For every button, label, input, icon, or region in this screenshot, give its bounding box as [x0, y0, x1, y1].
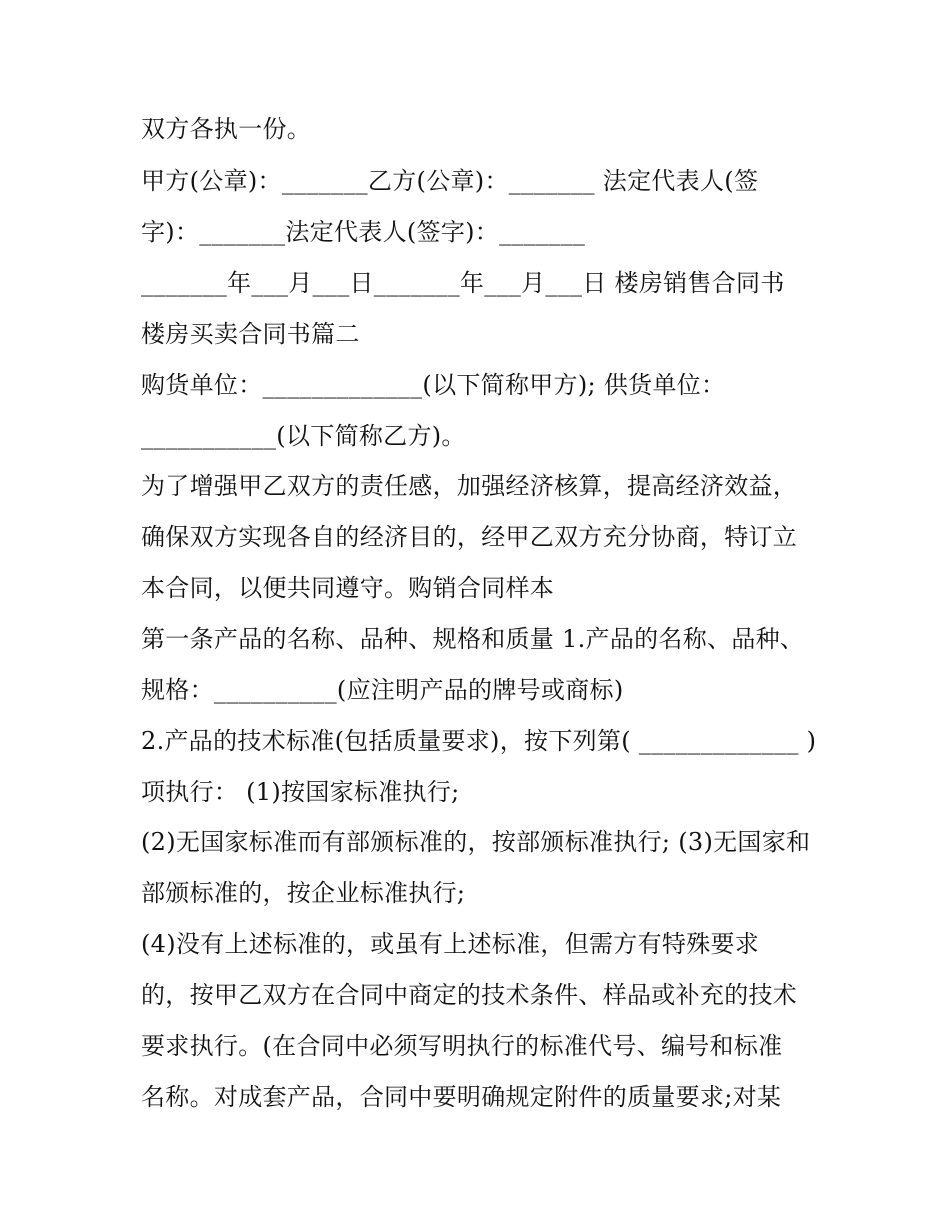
text-line: ___________(以下简称乙方)。: [141, 422, 466, 450]
text-line: 的，按甲乙双方在合同中商定的技术条件、样品或补充的技术: [141, 981, 798, 1009]
text-line: 本合同，以便共同遵守。购销合同样本: [141, 574, 555, 602]
text-line: 规格：__________(应注明产品的牌号或商标): [141, 676, 624, 704]
section-heading: 楼房买卖合同书篇二: [141, 320, 360, 348]
text-line: (2)无国家标准而有部颁标准的，按部颁标准执行; (3)无国家和: [141, 828, 811, 856]
text-line: 为了增强甲乙双方的责任感，加强经济核算，提高经济效益，: [141, 472, 798, 500]
text-line: (4)没有上述标准的，或虽有上述标准，但需方有特殊要求: [141, 930, 760, 958]
text-line: 确保双方实现各自的经济目的，经甲乙双方充分协商，特订立: [141, 523, 798, 551]
text-line: 要求执行。(在合同中必须写明执行的标准代号、编号和标准: [141, 1032, 783, 1060]
text-line: 项执行： (1)按国家标准执行;: [141, 778, 460, 806]
text-line: 甲方(公章)：_______乙方(公章)：_______ 法定代表人(签: [141, 167, 759, 195]
text-line: 双方各执一份。: [141, 115, 312, 143]
text-line: 字)：_______法定代表人(签字)：_______: [141, 218, 586, 246]
text-line: 名称。对成套产品，合同中要明确规定附件的质量要求;对某: [141, 1083, 782, 1111]
text-line: _______年___月___日_______年___月___日 楼房销售合同书: [141, 269, 785, 297]
text-line: 购货单位：_____________(以下简称甲方); 供货单位：: [141, 371, 726, 399]
text-line: 第一条产品的名称、品种、规格和质量 1.产品的名称、品种、: [141, 625, 805, 653]
text-line: 2.产品的技术标准(包括质量要求)，按下列第( _____________ ): [141, 727, 817, 755]
text-line: 部颁标准的，按企业标准执行;: [141, 879, 466, 907]
